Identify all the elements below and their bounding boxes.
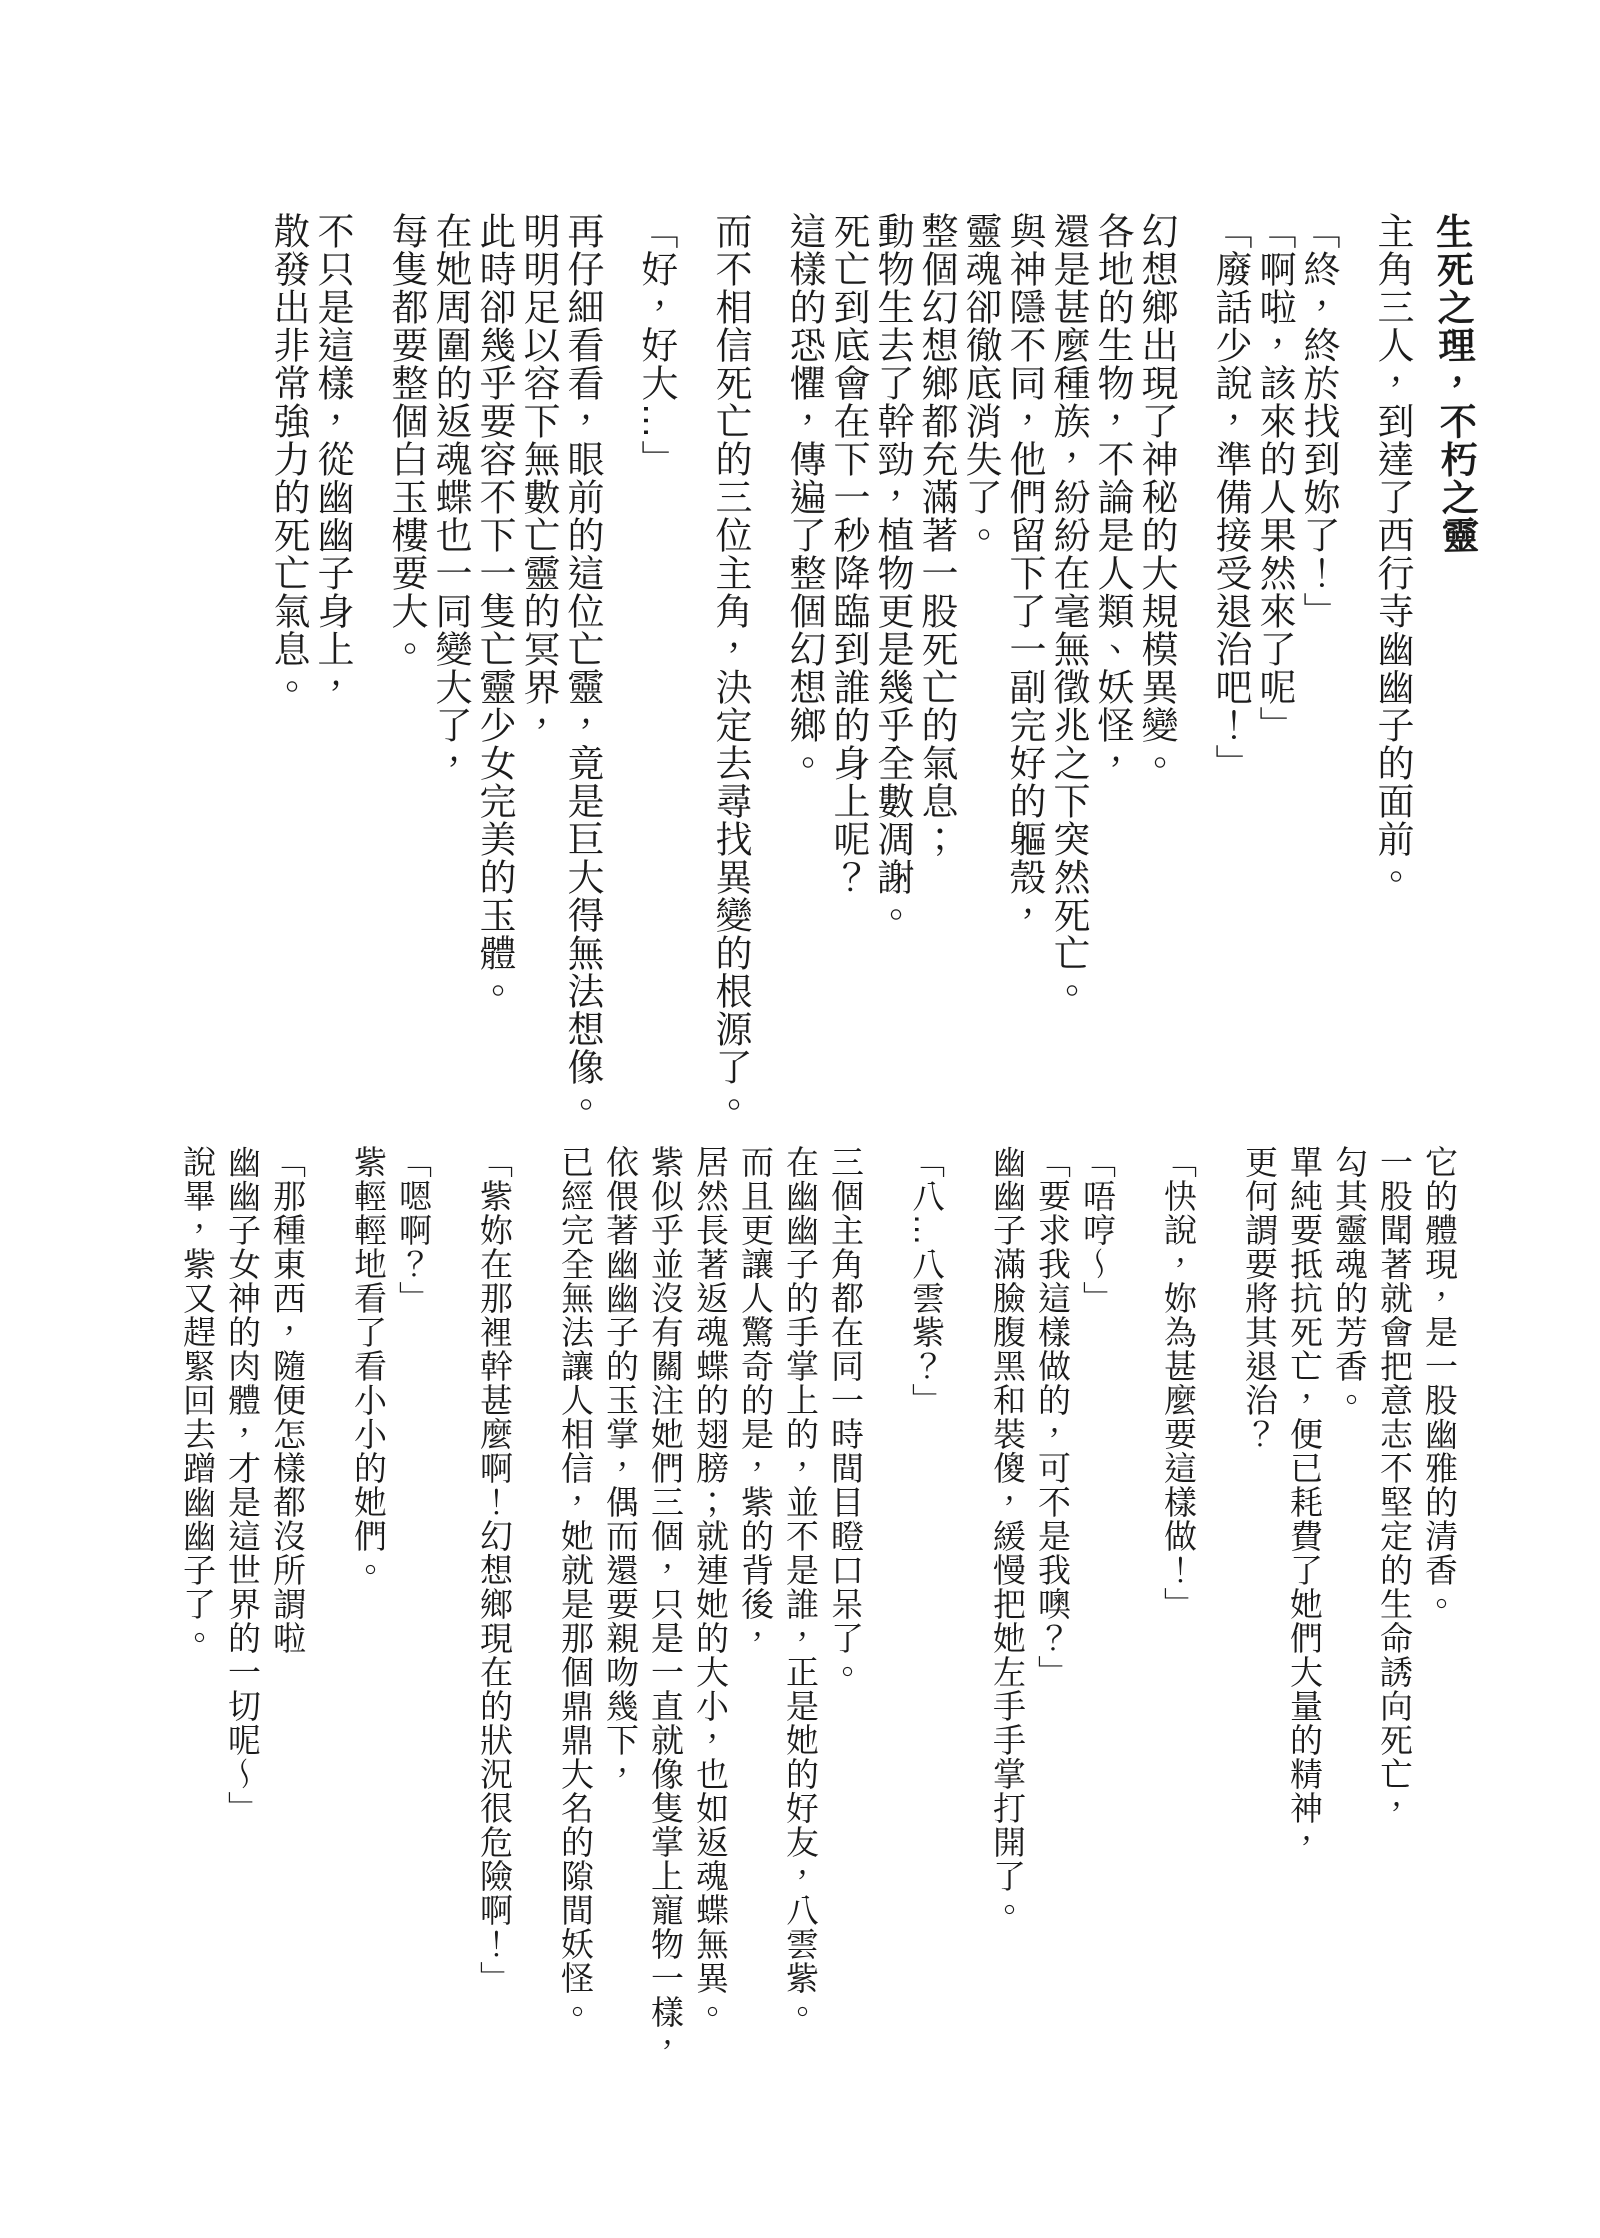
- text-column: 紫輕輕地看了看小小的她們。: [350, 1145, 387, 1587]
- column-gap: [752, 212, 782, 1142]
- column-gap: [1178, 212, 1208, 1142]
- text-column: 再仔細看看，眼前的這位亡靈，竟是巨大得無法想像。: [562, 212, 603, 1124]
- text-column: 還是甚麼種族，紛紛在毫無徵兆之下突然死亡。: [1048, 212, 1089, 1010]
- text-column: 「八…八雲紫？」: [908, 1145, 945, 1417]
- text-column: 「紫妳在那裡幹甚麼啊！幻想鄉現在的狀況很危險啊！」: [476, 1145, 513, 1995]
- text-column: 這樣的恐懼，傳遍了整個幻想鄉。: [784, 212, 825, 782]
- text-column: 已經完全無法讓人相信，她就是那個鼎鼎大名的隙間妖怪。: [557, 1145, 594, 2029]
- column-gap: [604, 212, 634, 1142]
- story-section-bottom: [175, 1145, 1462, 2085]
- text-column: 「唔哼～」: [1079, 1145, 1116, 1315]
- text-column: 它的體現，是一股幽雅的清香。: [1421, 1145, 1458, 1621]
- text-column: 各地的生物，不論是人類、妖怪，: [1092, 212, 1133, 782]
- text-column: 「啊啦，該來的人果然來了呢」: [1254, 212, 1295, 744]
- text-column: 「廢話少說，準備接受退治吧！」: [1210, 212, 1251, 782]
- text-column: 明明足以容下無數亡靈的冥界，: [518, 212, 559, 744]
- text-column: 「好，好大…」: [636, 212, 677, 478]
- column-gap: [310, 1145, 346, 2085]
- text-column: 「嗯啊？」: [395, 1145, 432, 1315]
- text-column: 「終，終於找到妳了！」: [1298, 212, 1339, 630]
- text-column: 一股聞著就會把意志不堅定的生命誘向死亡，: [1376, 1145, 1413, 1825]
- text-column: 而不相信死亡的三位主角，決定去尋找異變的根源了。: [710, 212, 751, 1124]
- text-column: 散發出非常強力的死亡氣息。: [268, 212, 309, 706]
- text-column: 幽幽子女神的肉體，才是這世界的一切呢～」: [224, 1145, 261, 1825]
- text-column: 幽幽子滿臉腹黑和裝傻，緩慢把她左手手掌打開了。: [989, 1145, 1026, 1927]
- story-section-top: [266, 212, 1479, 1142]
- text-column: 在幽幽子的手掌上的，並不是誰，正是她的好友，八雲紫。: [782, 1145, 819, 2029]
- column-gap: [354, 212, 384, 1142]
- column-gap: [678, 212, 708, 1142]
- text-column: 幻想鄉出現了神秘的大規模異變。: [1136, 212, 1177, 782]
- text-column: 整個幻想鄉都充滿著一股死亡的氣息；: [916, 212, 957, 858]
- page-title: 生死之理，不朽之靈: [1430, 212, 1479, 555]
- text-column: 死亡到底會在下一秒降臨到誰的身上呢？: [828, 212, 869, 896]
- column-gap: [1120, 1145, 1156, 2085]
- column-gap: [436, 1145, 472, 2085]
- text-column: 單純要抵抗死亡，便已耗費了她們大量的精神，: [1286, 1145, 1323, 1859]
- text-column: 每隻都要整個白玉樓要大。: [386, 212, 427, 668]
- text-column: 「那種東西，隨便怎樣都沒所謂啦: [269, 1145, 306, 1655]
- column-gap: [517, 1145, 553, 2085]
- text-column: 在她周圍的返魂蝶也一同變大了，: [430, 212, 471, 782]
- text-column: 說畢，紫又趕緊回去蹭幽幽子了。: [179, 1145, 216, 1655]
- text-column: 勾其靈魂的芳香。: [1331, 1145, 1368, 1417]
- text-column: 與神隱不同，他們留下了一副完好的軀殼，: [1004, 212, 1045, 934]
- text-column: 「要求我這樣做的，可不是我噢？」: [1034, 1145, 1071, 1689]
- column-gap: [1340, 212, 1370, 1142]
- text-column: 靈魂卻徹底消失了。: [960, 212, 1001, 554]
- text-column: 依偎著幽幽子的玉掌，偶而還要親吻幾下，: [602, 1145, 639, 1791]
- text-column: 主角三人，到達了西行寺幽幽子的面前。: [1372, 212, 1413, 896]
- text-column: 此時卻幾乎要容不下一隻亡靈少女完美的玉體。: [474, 212, 515, 1010]
- text-column: 「快說，妳為甚麼要這樣做！」: [1160, 1145, 1197, 1621]
- text-column: 動物生去了幹勁，植物更是幾乎全數凋謝。: [872, 212, 913, 934]
- text-column: 而且更讓人驚奇的是，紫的背後，: [737, 1145, 774, 1655]
- column-gap: [949, 1145, 985, 2085]
- column-gap: [868, 1145, 904, 2085]
- column-gap: [1201, 1145, 1237, 2085]
- text-column: 更何謂要將其退治？: [1241, 1145, 1278, 1451]
- text-column: 三個主角都在同一時間目瞪口呆了。: [827, 1145, 864, 1689]
- text-column: 紫似乎並沒有關注她們三個，只是一直就像隻掌上寵物一樣，: [647, 1145, 684, 2063]
- text-column: 居然長著返魂蝶的翅膀；就連她的大小，也如返魂蝶無異。: [692, 1145, 729, 2029]
- text-column: 不只是這樣，從幽幽子身上，: [312, 212, 353, 706]
